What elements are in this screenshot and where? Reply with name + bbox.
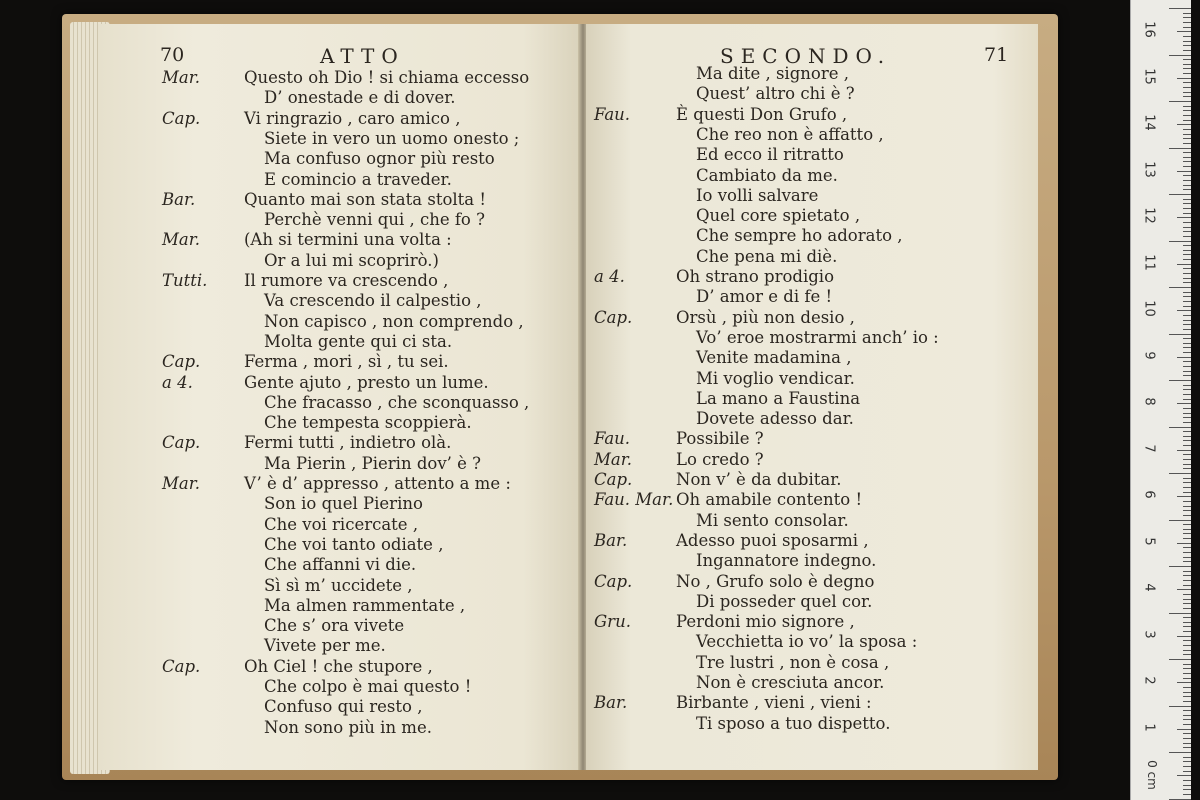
ruler-tick	[1183, 134, 1191, 135]
ruler-tick	[1169, 706, 1191, 707]
verse-line: Il rumore va crescendo ,	[244, 271, 449, 290]
ruler-tick	[1183, 375, 1191, 376]
ruler-tick	[1183, 250, 1191, 251]
ruler-tick	[1183, 464, 1191, 465]
ruler-tick	[1183, 161, 1191, 162]
ruler-tick	[1183, 440, 1191, 441]
ruler-tick	[1183, 96, 1191, 97]
ruler-tick	[1183, 343, 1191, 344]
speaker-label: Fau.	[594, 104, 631, 124]
ruler-tick	[1183, 306, 1191, 307]
ruler-tick	[1183, 22, 1191, 23]
verse-line: Orsù , più non desio ,	[676, 307, 855, 327]
verse-line: Ed ecco il ritratto	[696, 145, 844, 165]
ruler-tick	[1183, 529, 1191, 530]
verse-line: Questo oh Dio ! si chiama eccesso	[244, 68, 530, 87]
verse-line: Che affanni vi die.	[264, 555, 417, 575]
verse-line: Perdoni mio signore ,	[676, 612, 855, 632]
ruler-number: 15	[1141, 67, 1157, 85]
ruler-tick	[1183, 59, 1191, 60]
ruler-tick	[1183, 687, 1191, 688]
ruler-tick	[1183, 245, 1191, 246]
ruler-tick	[1177, 682, 1191, 683]
ruler-tick	[1183, 678, 1191, 679]
ruler-tick	[1183, 654, 1191, 655]
ruler-tick	[1183, 580, 1191, 581]
verse-line: Oh amabile contento !	[676, 490, 863, 510]
ruler-tick	[1183, 664, 1191, 665]
verse-line: (Ah si termini una volta :	[244, 230, 452, 250]
ruler-tick	[1183, 626, 1191, 627]
ruler-tick	[1183, 213, 1191, 214]
verse-line: Quest’ altro chi è ?	[696, 84, 855, 104]
ruler-tick	[1183, 571, 1191, 572]
running-head-left: ATTO	[320, 44, 405, 68]
ruler-tick	[1183, 138, 1191, 139]
ruler-tick	[1183, 231, 1191, 232]
ruler-tick	[1183, 282, 1191, 283]
verse-line: Fermi tutti , indietro olà.	[244, 433, 452, 453]
verse-line: D’ amor e di fe !	[696, 287, 833, 307]
ruler-tick	[1183, 64, 1191, 65]
ruler-tick	[1183, 17, 1191, 18]
ruler-tick	[1183, 301, 1191, 302]
verse-line: Cambiato da me.	[696, 165, 838, 185]
ruler-tick	[1183, 361, 1191, 362]
ruler-tick	[1183, 492, 1191, 493]
ruler-number: 14	[1141, 114, 1157, 131]
ruler-tick	[1183, 715, 1191, 716]
verse-line: No , Grufo solo è degno	[676, 571, 875, 591]
ruler-tick	[1183, 468, 1191, 469]
ruler-number: 11	[1141, 253, 1157, 271]
ruler-tick	[1183, 36, 1191, 37]
ruler-tick	[1169, 613, 1191, 614]
ruler-tick	[1183, 175, 1191, 176]
verse-line: Perchè venni qui , che fo ?	[264, 210, 485, 230]
ruler-tick	[1183, 292, 1191, 293]
ruler-number: 6	[1141, 490, 1157, 499]
ruler-number: 3	[1141, 629, 1157, 639]
ruler-tick	[1169, 473, 1191, 474]
ruler-tick	[1169, 566, 1191, 567]
ruler-tick	[1169, 287, 1191, 288]
ruler-tick	[1177, 543, 1191, 544]
ruler-tick	[1177, 78, 1191, 79]
ruler-number: 5	[1141, 536, 1157, 546]
verse-line: Birbante , vieni , vieni :	[676, 693, 872, 713]
ruler-tick	[1169, 55, 1191, 56]
verse-line: Ma almen rammentate ,	[264, 595, 466, 615]
ruler-tick	[1183, 608, 1191, 609]
ruler-tick	[1183, 594, 1191, 595]
verse-line: Ingannatore indegno.	[696, 551, 877, 571]
ruler-number: 12	[1141, 207, 1157, 224]
verse-line: Ma confuso ognor più resto	[264, 149, 495, 169]
verse-line: Quanto mai son stata stolta !	[244, 189, 487, 209]
ruler-tick	[1183, 268, 1191, 269]
ruler-tick	[1183, 92, 1191, 93]
speaker-label: Cap.	[594, 571, 633, 591]
ruler-tick	[1169, 101, 1191, 102]
ruler-tick	[1183, 780, 1191, 781]
verse-line: Va crescendo il calpestio ,	[264, 291, 482, 311]
verse-line: Molta gente qui ci sta.	[264, 331, 453, 351]
ruler-tick	[1183, 166, 1191, 167]
ruler-tick	[1183, 27, 1191, 28]
verse-line: Non è cresciuta ancor.	[696, 673, 885, 692]
page-number-right: 71	[984, 44, 1009, 66]
verse-line: V’ è d’ appresso , attento a me :	[244, 474, 511, 493]
ruler-tick	[1183, 68, 1191, 69]
ruler-tick	[1177, 450, 1191, 451]
ruler-tick	[1183, 701, 1191, 702]
verse-line: Vivete per me.	[264, 636, 386, 656]
ruler-tick	[1183, 50, 1191, 51]
ruler-tick	[1183, 157, 1191, 158]
ruler-tick	[1183, 152, 1191, 153]
ruler-tick	[1169, 8, 1191, 9]
speaker-label: Mar.	[162, 230, 201, 250]
speaker-label: Fau. Mar.	[594, 490, 674, 510]
verse-line: Che s’ ora vivete	[264, 616, 405, 636]
ruler-tick	[1169, 241, 1191, 242]
ruler-tick	[1183, 738, 1191, 739]
ruler-tick	[1183, 106, 1191, 107]
ruler-tick	[1183, 547, 1191, 548]
ruler-tick	[1183, 478, 1191, 479]
speaker-label: Fau.	[594, 429, 631, 449]
ruler-tick	[1183, 692, 1191, 693]
speaker-label: Mar.	[162, 474, 201, 493]
verse-line: Che tempesta scoppierà.	[264, 413, 472, 433]
ruler-tick	[1183, 445, 1191, 446]
verse-line: Non v’ è da dubitar.	[676, 470, 842, 489]
ruler-tick	[1183, 561, 1191, 562]
verse-line: Di posseder quel cor.	[696, 591, 873, 611]
ruler-tick	[1183, 766, 1191, 767]
ruler-number: 9	[1141, 350, 1157, 360]
ruler-tick	[1183, 743, 1191, 744]
ruler-tick	[1183, 199, 1191, 200]
verse-line: La mano a Faustina	[696, 388, 861, 408]
ruler-tick	[1183, 189, 1191, 190]
ruler-tick	[1183, 538, 1191, 539]
ruler-tick	[1183, 673, 1191, 674]
ruler-tick	[1183, 120, 1191, 121]
ruler-tick	[1183, 603, 1191, 604]
ruler-tick	[1169, 799, 1191, 800]
ruler-tick	[1183, 413, 1191, 414]
ruler-tick	[1177, 217, 1191, 218]
ruler-tick	[1183, 185, 1191, 186]
ruler-tick	[1183, 422, 1191, 423]
speaker-label: Bar.	[162, 189, 196, 209]
ruler-tick	[1177, 589, 1191, 590]
ruler-tick	[1183, 87, 1191, 88]
ruler-tick	[1183, 710, 1191, 711]
ruler-tick	[1183, 129, 1191, 130]
ruler-tick	[1183, 389, 1191, 390]
ruler-tick	[1183, 431, 1191, 432]
right-page	[586, 24, 1038, 770]
ruler-tick	[1183, 650, 1191, 651]
ruler-number: 13	[1141, 160, 1157, 178]
verse-line: Che fracasso , che sconquasso ,	[264, 392, 530, 412]
verse-line: Vecchietta io vo’ la sposa :	[696, 632, 918, 652]
verse-line: Che voi ricercate ,	[264, 514, 419, 534]
ruler-tick	[1183, 73, 1191, 74]
ruler-tick	[1183, 482, 1191, 483]
speaker-label: Mar.	[594, 449, 633, 469]
verse-line: Che sempre ho adorato ,	[696, 226, 903, 246]
ruler-tick	[1183, 394, 1191, 395]
ruler-tick	[1183, 45, 1191, 46]
speaker-label: Bar.	[594, 693, 628, 713]
ruler-tick	[1169, 148, 1191, 149]
verse-line: Non sono più in me.	[264, 717, 432, 737]
verse-line: Venite madamina ,	[696, 348, 852, 368]
ruler-tick	[1183, 180, 1191, 181]
verse-line: Oh Ciel ! che stupore ,	[244, 656, 433, 676]
speaker-label: a 4.	[594, 267, 625, 286]
ruler-number: 7	[1141, 443, 1157, 453]
ruler-number: 16	[1141, 21, 1157, 38]
verse-line: Lo credo ?	[676, 449, 764, 469]
ruler-tick	[1177, 171, 1191, 172]
ruler-tick	[1183, 399, 1191, 400]
ruler-tick	[1183, 236, 1191, 237]
ruler-tick	[1183, 575, 1191, 576]
speaker-label: Gru.	[594, 612, 631, 632]
ruler-tick	[1169, 194, 1191, 195]
verse-line: Siete in vero un uomo onesto ;	[264, 128, 520, 148]
ruler-tick	[1183, 110, 1191, 111]
ruler-tick	[1183, 41, 1191, 42]
running-head-right: SECONDO.	[720, 44, 892, 68]
verse-line: Vi ringrazio , caro amico ,	[244, 108, 461, 128]
speaker-label: Bar.	[594, 530, 628, 550]
ruler-tick	[1183, 785, 1191, 786]
ruler-unit-label: 0 cm	[1144, 760, 1159, 790]
ruler-tick	[1183, 227, 1191, 228]
ruler-tick	[1183, 347, 1191, 348]
ruler-tick	[1183, 208, 1191, 209]
speaker-label: a 4.	[162, 372, 193, 392]
ruler-tick	[1177, 31, 1191, 32]
ruler-tick	[1183, 436, 1191, 437]
ruler-tick	[1183, 315, 1191, 316]
ruler-tick	[1183, 645, 1191, 646]
ruler-tick	[1183, 371, 1191, 372]
ruler-tick	[1183, 254, 1191, 255]
ruler-tick	[1183, 320, 1191, 321]
ruler-tick	[1183, 757, 1191, 758]
verse-line: Che voi tanto odiate ,	[264, 534, 444, 554]
verse-line: Oh strano prodigio	[676, 267, 835, 286]
verse-line: Che reo non è affatto ,	[696, 124, 884, 144]
speaker-label: Mar.	[162, 68, 201, 87]
ruler-tick	[1183, 771, 1191, 772]
speaker-label: Cap.	[162, 656, 201, 676]
ruler-tick	[1183, 222, 1191, 223]
page-number-left: 70	[160, 44, 185, 66]
ruler-tick	[1183, 510, 1191, 511]
ruler-tick	[1169, 520, 1191, 521]
ruler-tick	[1169, 334, 1191, 335]
verse-line: Confuso qui resto ,	[264, 697, 423, 717]
ruler-tick	[1183, 366, 1191, 367]
ruler-tick	[1183, 696, 1191, 697]
speaker-label: Cap.	[162, 433, 201, 453]
ruler-tick	[1183, 733, 1191, 734]
ruler-number: 4	[1141, 583, 1157, 592]
left-page	[98, 24, 581, 770]
ruler-tick	[1183, 506, 1191, 507]
ruler-tick	[1177, 636, 1191, 637]
ruler-tick	[1177, 357, 1191, 358]
verse-line: Vo’ eroe mostrarmi anch’ io :	[696, 327, 939, 347]
ruler-tick	[1183, 631, 1191, 632]
speaker-label: Cap.	[162, 108, 201, 128]
ruler-tick	[1183, 259, 1191, 260]
ruler-tick	[1183, 747, 1191, 748]
verse-line: E comincio a traveder.	[264, 169, 452, 189]
verse-line: D’ onestade e di dover.	[264, 88, 456, 108]
ruler-tick	[1169, 752, 1191, 753]
ruler-tick	[1183, 338, 1191, 339]
ruler-tick	[1183, 794, 1191, 795]
verse-line: Ti sposo a tuo dispetto.	[696, 713, 891, 733]
verse-line: Adesso puoi sposarmi ,	[676, 530, 869, 550]
verse-line: È questi Don Grufo ,	[676, 104, 848, 124]
ruler-tick	[1183, 552, 1191, 553]
ruler-tick	[1183, 622, 1191, 623]
ruler-tick	[1177, 775, 1191, 776]
ruler-tick	[1183, 724, 1191, 725]
verse-line: Che colpo è mai questo !	[264, 677, 472, 696]
ruler-tick	[1183, 585, 1191, 586]
ruler-number: 1	[1141, 722, 1157, 732]
ruler-tick	[1183, 557, 1191, 558]
ruler-tick	[1183, 329, 1191, 330]
measuring-ruler	[1130, 0, 1191, 800]
ruler-tick	[1183, 82, 1191, 83]
ruler-tick	[1177, 264, 1191, 265]
ruler-tick	[1183, 640, 1191, 641]
ruler-tick	[1183, 13, 1191, 14]
ruler-tick	[1183, 296, 1191, 297]
verse-line: Mi voglio vendicar.	[696, 368, 855, 388]
ruler-number: 8	[1141, 397, 1157, 406]
speaker-label: Cap.	[162, 352, 201, 372]
verse-line: Tre lustri , non è cosa ,	[696, 652, 890, 672]
verse-line: Sì sì m’ uccidete ,	[264, 575, 413, 595]
verse-line: Mi sento consolar.	[696, 510, 849, 530]
ruler-tick	[1183, 385, 1191, 386]
ruler-tick	[1183, 761, 1191, 762]
verse-line: Ferma , mori , sì , tu sei.	[244, 352, 449, 372]
ruler-tick	[1183, 115, 1191, 116]
ruler-tick	[1169, 427, 1191, 428]
ruler-tick	[1177, 124, 1191, 125]
ruler-tick	[1177, 496, 1191, 497]
speaker-label: Cap.	[594, 307, 633, 327]
ruler-tick	[1183, 524, 1191, 525]
speaker-label: Cap.	[594, 470, 633, 489]
ruler-tick	[1183, 352, 1191, 353]
verse-line: Son io quel Pierino	[264, 494, 423, 514]
ruler-tick	[1183, 668, 1191, 669]
ruler-number: 2	[1141, 676, 1157, 685]
verse-line: Non capisco , non comprendo ,	[264, 311, 524, 331]
ruler-tick	[1183, 533, 1191, 534]
verse-line: Gente ajuto , presto un lume.	[244, 372, 489, 392]
ruler-tick	[1183, 324, 1191, 325]
speaker-label: Tutti.	[162, 271, 208, 290]
ruler-tick	[1183, 719, 1191, 720]
ruler-tick	[1183, 459, 1191, 460]
verse-line: Ma dite , signore ,	[696, 64, 849, 83]
verse-line: Ma Pierin , Pierin dov’ è ?	[264, 453, 481, 473]
ruler-tick	[1183, 789, 1191, 790]
ruler-tick	[1183, 515, 1191, 516]
verse-line: Che pena mi diè.	[696, 246, 838, 266]
ruler-tick	[1183, 417, 1191, 418]
ruler-tick	[1169, 380, 1191, 381]
ruler-tick	[1183, 408, 1191, 409]
ruler-tick	[1177, 403, 1191, 404]
verse-line: Quel core spietato ,	[696, 206, 861, 226]
ruler-tick	[1177, 729, 1191, 730]
ruler-tick	[1183, 278, 1191, 279]
ruler-tick	[1183, 617, 1191, 618]
verse-line: Or a lui mi scoprirò.)	[264, 250, 439, 270]
ruler-tick	[1183, 487, 1191, 488]
ruler-tick	[1183, 501, 1191, 502]
ruler-tick	[1169, 659, 1191, 660]
ruler-tick	[1183, 203, 1191, 204]
ruler-number: 10	[1141, 300, 1157, 317]
verse-line: Dovete adesso dar.	[696, 409, 854, 429]
ruler-tick	[1177, 310, 1191, 311]
ruler-tick	[1183, 599, 1191, 600]
verse-line: Possibile ?	[676, 429, 764, 449]
ruler-tick	[1183, 143, 1191, 144]
ruler-tick	[1183, 454, 1191, 455]
verse-line: Io volli salvare	[696, 185, 819, 205]
ruler-tick	[1183, 273, 1191, 274]
